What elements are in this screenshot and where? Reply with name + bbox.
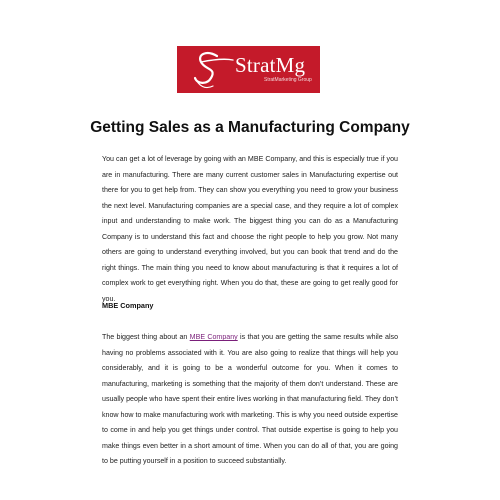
paragraph-text-start: The biggest thing about an — [102, 333, 190, 341]
stratmg-logo — [177, 46, 320, 93]
logo-tagline: StratMarketing Group — [264, 77, 312, 83]
mbe-company-link[interactable]: MBE Company — [189, 333, 238, 341]
section-heading: MBE Company — [102, 301, 154, 310]
paragraph-text-end: is that you are getting the same results while also having no problems associated with it. You are also going to realize that things will help you considerably, and it is going to be a wonderful outcome for you. When it comes to manufacturing, marketing is something that the majority of them don’t understand. These are usually people who have spent their entire lives working in that manufacturing field. They don’t know how to make manufacturing work with marketing. This is why you need outside expertise to come in and help you get things under control. That outside expertise is going to help you make things even better in a short amount of time. When you can do all of that, you are going to be putting yourself in a position to succeed substantially. — [102, 333, 399, 465]
intro-paragraph: You can get a lot of leverage by going with an MBE Company, and this is especially true if you are in manufacturing. There are many current customer sales in Manufacturing expertise out there for you to get help from. They can show you everything you need to grow your business the next level. Manufacturing companies are a special case, and they require a lot of complex input and understanding to make work. The biggest thing you can do as a Manufacturing Company is to understand this fact and choose the right people to help you grow. Not many others are going to understand everything involved, but you can book that trend and do the right things. The main thing you need to know about manufacturing is that it requires a lot of complex work to get everything right. When you do that, these are going to get really good for you. — [102, 155, 398, 303]
page-title: Getting Sales as a Manufacturing Company — [90, 119, 410, 136]
logo-brand-name: StratMg — [235, 53, 306, 77]
mbe-paragraph — [102, 330, 398, 470]
